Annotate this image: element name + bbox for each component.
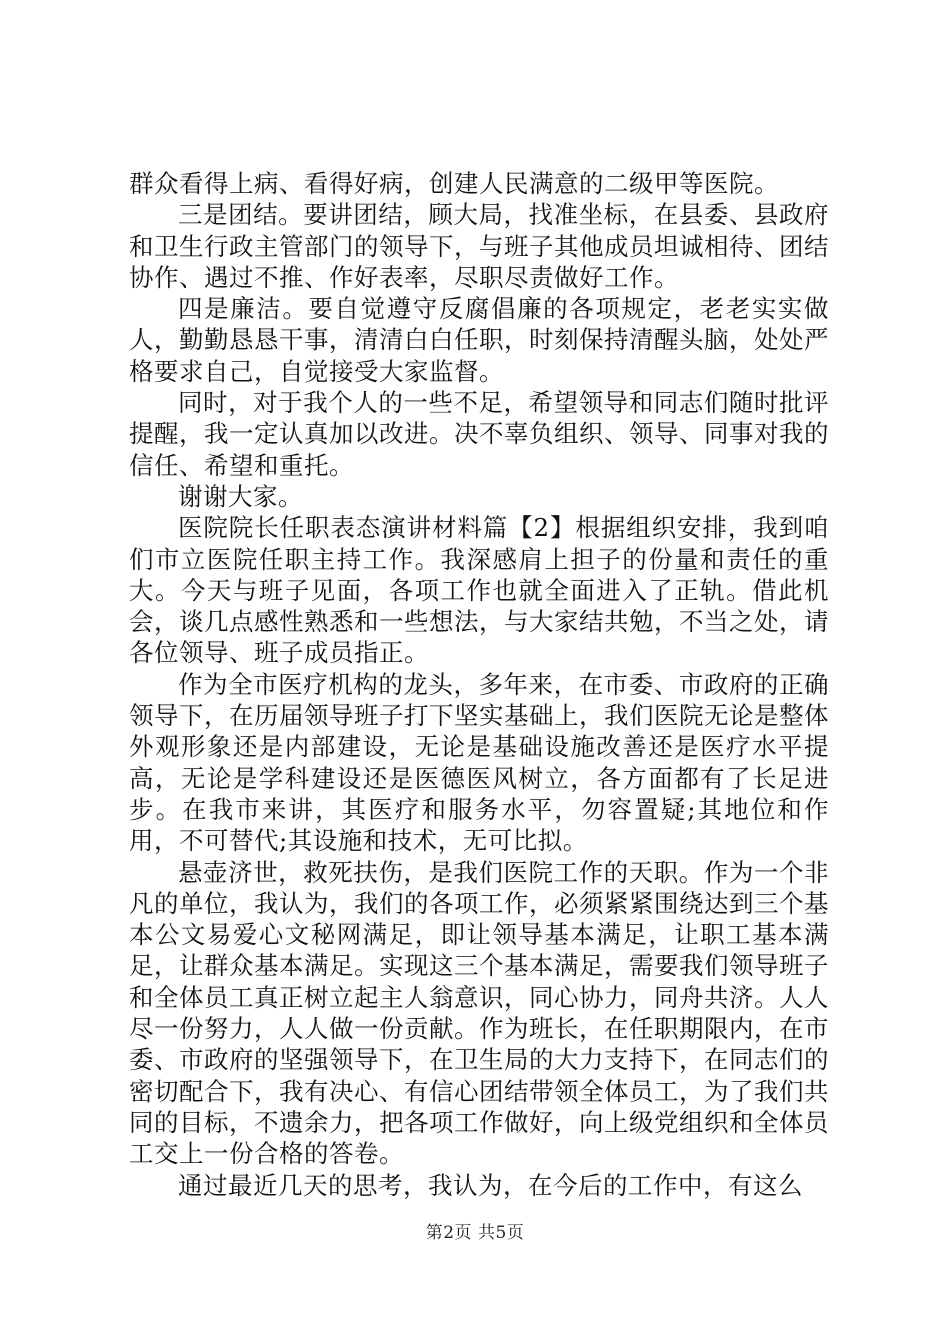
paragraph-shortcomings: 同时，对于我个人的一些不足，希望领导和同志们随时批评提醒，我一定认真加以改进。决不辜负组织、领导、同事对我的信任、希望和重托。 xyxy=(129,388,829,480)
page-footer: 第2页 共5页 xyxy=(425,1223,525,1243)
paragraph-reflection: 通过最近几天的思考，我认为，在今后的工作中，有这么 xyxy=(178,1170,803,1200)
paragraph-hospital-progress: 作为全市医疗机构的龙头，多年来，在市委、市政府的正确领导下，在历届领导班子打下坚实基础上，我们医院无论是整体外观形象还是内部建设，无论是基础设施改善还是医疗水平提高，无论是学科建设还是医德医风树立，各方面都有了长足进步。在我市来讲，其医疗和服务水平，勿容置疑;其地位和作用，不可替代;其设施和技术，无可比拟。 xyxy=(129,669,829,856)
document-body xyxy=(129,168,829,1201)
paragraph-continuation: 群众看得上病、看得好病，创建人民满意的二级甲等医院。 xyxy=(129,169,779,198)
paragraph-speech-2-intro: 医院院长任职表态演讲材料篇【2】根据组织安排，我到咱们市立医院任职主持工作。我深感肩上担子的份量和责任的重大。今天与班子见面，各项工作也就全面进入了正轨。借此机会，谈几点感性熟悉和一些想法，与大家结共勉，不当之处，请各位领导、班子成员指正。 xyxy=(129,513,829,668)
paragraph-thanks: 谢谢大家。 xyxy=(178,481,303,511)
paragraph-integrity: 四是廉洁。要自觉遵守反腐倡廉的各项规定，老老实实做人，勤勤恳恳干事，清清白白任职，时刻保持清醒头脑，处处严格要求自己，自觉接受大家监督。 xyxy=(129,294,829,386)
paragraph-unity: 三是团结。要讲团结，顾大局，找准坐标，在县委、县政府和卫生行政主管部门的领导下，与班子其他成员坦诚相待、团结协作、遇过不推、作好表率，尽职尽责做好工作。 xyxy=(129,200,829,292)
paragraph-duty: 悬壶济世，救死扶伤，是我们医院工作的天职。作为一个非凡的单位，我认为，我们的各项工作，必须紧紧围绕达到三个基本公文易爱心文秘网满足，即让领导基本满足，让职工基本满足，让群众基本满足。实现这三个基本满足，需要我们领导班子和全体员工真正树立起主人翁意识，同心协力，同舟共济。人人尽一份努力，人人做一份贡献。作为班长，在任职期限内，在市委、市政府的坚强领导下，在卫生局的大力支持下，在同志们的密切配合下，我有决心、有信心团结带领全体员工，为了我们共同的目标，不遗余力，把各项工作做好，向上级党组织和全体员工交上一份合格的答卷。 xyxy=(129,857,829,1169)
